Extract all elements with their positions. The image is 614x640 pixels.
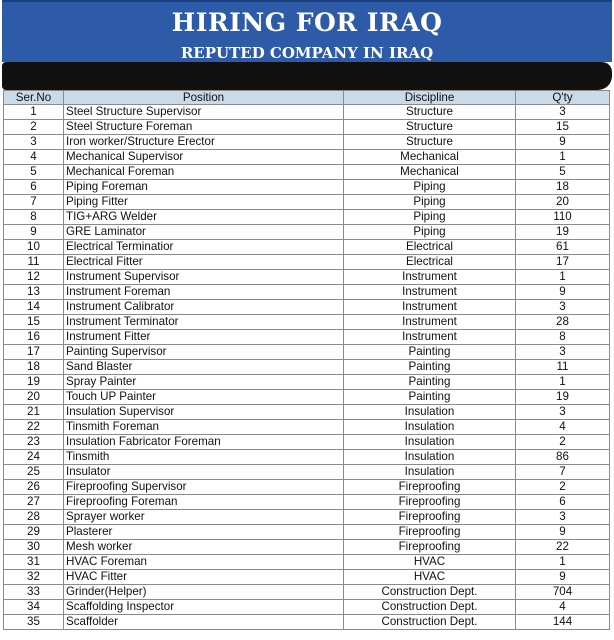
cell-position: Instrument Calibrator — [64, 300, 344, 315]
cell-qty: 19 — [516, 390, 610, 405]
cell-discipline: Construction Dept. — [344, 600, 516, 615]
cell-qty: 9 — [516, 570, 610, 585]
cell-discipline: Piping — [344, 210, 516, 225]
table-row — [4, 405, 610, 420]
cell-serno: 8 — [4, 210, 64, 225]
col-header-qty: Q'ty — [516, 91, 610, 105]
cell-qty: 3 — [516, 345, 610, 360]
cell-discipline: Electrical — [344, 240, 516, 255]
positions-table — [3, 90, 610, 630]
cell-discipline: Painting — [344, 360, 516, 375]
table-row — [4, 180, 610, 195]
cell-discipline: Painting — [344, 345, 516, 360]
table-row — [4, 420, 610, 435]
cell-serno: 26 — [4, 480, 64, 495]
cell-serno: 31 — [4, 555, 64, 570]
cell-serno: 5 — [4, 165, 64, 180]
cell-discipline: Insulation — [344, 450, 516, 465]
table-row — [4, 240, 610, 255]
table-row — [4, 495, 610, 510]
cell-serno: 35 — [4, 615, 64, 630]
cell-serno: 9 — [4, 225, 64, 240]
cell-position: Sand Blaster — [64, 360, 344, 375]
cell-discipline: Fireproofing — [344, 480, 516, 495]
col-header-discipline: Discipline — [344, 91, 516, 105]
cell-discipline: Structure — [344, 105, 516, 120]
table-row — [4, 510, 610, 525]
cell-qty: 3 — [516, 105, 610, 120]
cell-qty: 4 — [516, 420, 610, 435]
cell-discipline: Insulation — [344, 465, 516, 480]
cell-discipline: Construction Dept. — [344, 615, 516, 630]
cell-position: Electrical Fitter — [64, 255, 344, 270]
cell-discipline: Mechanical — [344, 150, 516, 165]
cell-position: Steel Structure Foreman — [64, 120, 344, 135]
cell-serno: 13 — [4, 285, 64, 300]
cell-discipline: Instrument — [344, 330, 516, 345]
cell-serno: 17 — [4, 345, 64, 360]
cell-qty: 1 — [516, 555, 610, 570]
cell-position: Insulation Fabricator Foreman — [64, 435, 344, 450]
cell-serno: 23 — [4, 435, 64, 450]
cell-discipline: HVAC — [344, 555, 516, 570]
cell-position: Painting Supervisor — [64, 345, 344, 360]
cell-serno: 6 — [4, 180, 64, 195]
cell-position: HVAC Fitter — [64, 570, 344, 585]
col-header-position: Position — [64, 91, 344, 105]
cell-qty: 9 — [516, 135, 610, 150]
cell-position: Instrument Foreman — [64, 285, 344, 300]
cell-serno: 4 — [4, 150, 64, 165]
cell-qty: 2 — [516, 480, 610, 495]
table-row — [4, 210, 610, 225]
cell-serno: 29 — [4, 525, 64, 540]
cell-serno: 18 — [4, 360, 64, 375]
cell-position: Piping Foreman — [64, 180, 344, 195]
cell-serno: 12 — [4, 270, 64, 285]
cell-position: Piping Fitter — [64, 195, 344, 210]
cell-serno: 3 — [4, 135, 64, 150]
cell-qty: 3 — [516, 510, 610, 525]
cell-serno: 30 — [4, 540, 64, 555]
cell-serno: 33 — [4, 585, 64, 600]
table-row — [4, 570, 610, 585]
cell-serno: 22 — [4, 420, 64, 435]
cell-serno: 24 — [4, 450, 64, 465]
cell-qty: 15 — [516, 120, 610, 135]
cell-qty: 6 — [516, 495, 610, 510]
cell-discipline: Instrument — [344, 285, 516, 300]
cell-qty: 86 — [516, 450, 610, 465]
cell-serno: 16 — [4, 330, 64, 345]
cell-position: Instrument Supervisor — [64, 270, 344, 285]
cell-discipline: Fireproofing — [344, 510, 516, 525]
table-row — [4, 600, 610, 615]
table-row — [4, 105, 610, 120]
table-row — [4, 225, 610, 240]
cell-discipline: Piping — [344, 195, 516, 210]
cell-discipline: Instrument — [344, 300, 516, 315]
cell-serno: 7 — [4, 195, 64, 210]
cell-serno: 32 — [4, 570, 64, 585]
cell-discipline: Mechanical — [344, 165, 516, 180]
cell-qty: 2 — [516, 435, 610, 450]
table-row — [4, 255, 610, 270]
cell-position: Tinsmith — [64, 450, 344, 465]
cell-discipline: Structure — [344, 135, 516, 150]
table-row — [4, 555, 610, 570]
cell-position: Insulation Supervisor — [64, 405, 344, 420]
cell-discipline: Fireproofing — [344, 540, 516, 555]
cell-discipline: Insulation — [344, 435, 516, 450]
redaction-bar — [2, 62, 612, 90]
table-row — [4, 165, 610, 180]
cell-position: Plasterer — [64, 525, 344, 540]
cell-position: Touch UP Painter — [64, 390, 344, 405]
cell-position: Mesh worker — [64, 540, 344, 555]
cell-serno: 15 — [4, 315, 64, 330]
cell-position: Scaffolding Inspector — [64, 600, 344, 615]
cell-qty: 22 — [516, 540, 610, 555]
cell-qty: 4 — [516, 600, 610, 615]
table-row — [4, 345, 610, 360]
table-row — [4, 615, 610, 630]
cell-qty: 19 — [516, 225, 610, 240]
cell-discipline: Fireproofing — [344, 525, 516, 540]
cell-position: Mechanical Supervisor — [64, 150, 344, 165]
cell-discipline: Structure — [344, 120, 516, 135]
cell-position: Steel Structure Supervisor — [64, 105, 344, 120]
cell-serno: 10 — [4, 240, 64, 255]
cell-position: Mechanical Foreman — [64, 165, 344, 180]
cell-serno: 1 — [4, 105, 64, 120]
cell-serno: 25 — [4, 465, 64, 480]
cell-serno: 11 — [4, 255, 64, 270]
cell-serno: 21 — [4, 405, 64, 420]
table-row — [4, 285, 610, 300]
table-row — [4, 315, 610, 330]
cell-qty: 5 — [516, 165, 610, 180]
cell-discipline: Painting — [344, 375, 516, 390]
header-banner — [2, 0, 612, 62]
cell-qty: 1 — [516, 375, 610, 390]
table-row — [4, 450, 610, 465]
cell-position: Fireproofing Foreman — [64, 495, 344, 510]
cell-discipline: HVAC — [344, 570, 516, 585]
cell-qty: 8 — [516, 330, 610, 345]
table-row — [4, 270, 610, 285]
table-row — [4, 360, 610, 375]
table-row — [4, 465, 610, 480]
table-row — [4, 150, 610, 165]
cell-position: Iron worker/Structure Erector — [64, 135, 344, 150]
cell-qty: 9 — [516, 525, 610, 540]
cell-discipline: Electrical — [344, 255, 516, 270]
cell-discipline: Piping — [344, 225, 516, 240]
table-row — [4, 585, 610, 600]
cell-position: Instrument Fitter — [64, 330, 344, 345]
cell-discipline: Construction Dept. — [344, 585, 516, 600]
cell-qty: 20 — [516, 195, 610, 210]
cell-qty: 28 — [516, 315, 610, 330]
cell-qty: 144 — [516, 615, 610, 630]
table-row — [4, 540, 610, 555]
cell-discipline: Fireproofing — [344, 495, 516, 510]
cell-qty: 9 — [516, 285, 610, 300]
cell-discipline: Insulation — [344, 420, 516, 435]
cell-position: Sprayer worker — [64, 510, 344, 525]
cell-position: Tinsmith Foreman — [64, 420, 344, 435]
cell-position: HVAC Foreman — [64, 555, 344, 570]
cell-qty: 110 — [516, 210, 610, 225]
cell-qty: 17 — [516, 255, 610, 270]
cell-position: GRE Laminator — [64, 225, 344, 240]
page-title: HIRING FOR IRAQ — [171, 8, 443, 37]
cell-qty: 18 — [516, 180, 610, 195]
cell-position: Fireproofing Supervisor — [64, 480, 344, 495]
cell-serno: 34 — [4, 600, 64, 615]
table-row — [4, 300, 610, 315]
cell-qty: 1 — [516, 270, 610, 285]
page-subtitle: REPUTED COMPANY IN IRAQ — [180, 44, 434, 62]
cell-qty: 1 — [516, 150, 610, 165]
table-row — [4, 525, 610, 540]
cell-qty: 11 — [516, 360, 610, 375]
cell-position: Grinder(Helper) — [64, 585, 344, 600]
cell-position: Spray Painter — [64, 375, 344, 390]
col-header-serno: Ser.No — [4, 91, 64, 105]
table-row — [4, 195, 610, 210]
cell-position: TIG+ARG Welder — [64, 210, 344, 225]
cell-qty: 7 — [516, 465, 610, 480]
table-row — [4, 135, 610, 150]
cell-serno: 2 — [4, 120, 64, 135]
cell-position: Scaffolder — [64, 615, 344, 630]
table-header-row — [4, 91, 610, 105]
cell-serno: 19 — [4, 375, 64, 390]
cell-discipline: Instrument — [344, 270, 516, 285]
table-row — [4, 480, 610, 495]
cell-qty: 3 — [516, 300, 610, 315]
cell-qty: 704 — [516, 585, 610, 600]
cell-serno: 27 — [4, 495, 64, 510]
cell-discipline: Painting — [344, 390, 516, 405]
cell-discipline: Insulation — [344, 405, 516, 420]
table-row — [4, 435, 610, 450]
table-row — [4, 390, 610, 405]
cell-discipline: Instrument — [344, 315, 516, 330]
table-row — [4, 375, 610, 390]
cell-serno: 28 — [4, 510, 64, 525]
cell-serno: 20 — [4, 390, 64, 405]
table-body — [4, 105, 610, 630]
cell-position: Electrical Terminatior — [64, 240, 344, 255]
cell-position: Insulator — [64, 465, 344, 480]
cell-serno: 14 — [4, 300, 64, 315]
cell-discipline: Piping — [344, 180, 516, 195]
table-row — [4, 120, 610, 135]
cell-qty: 3 — [516, 405, 610, 420]
cell-position: Instrument Terminator — [64, 315, 344, 330]
cell-qty: 61 — [516, 240, 610, 255]
table-row — [4, 330, 610, 345]
